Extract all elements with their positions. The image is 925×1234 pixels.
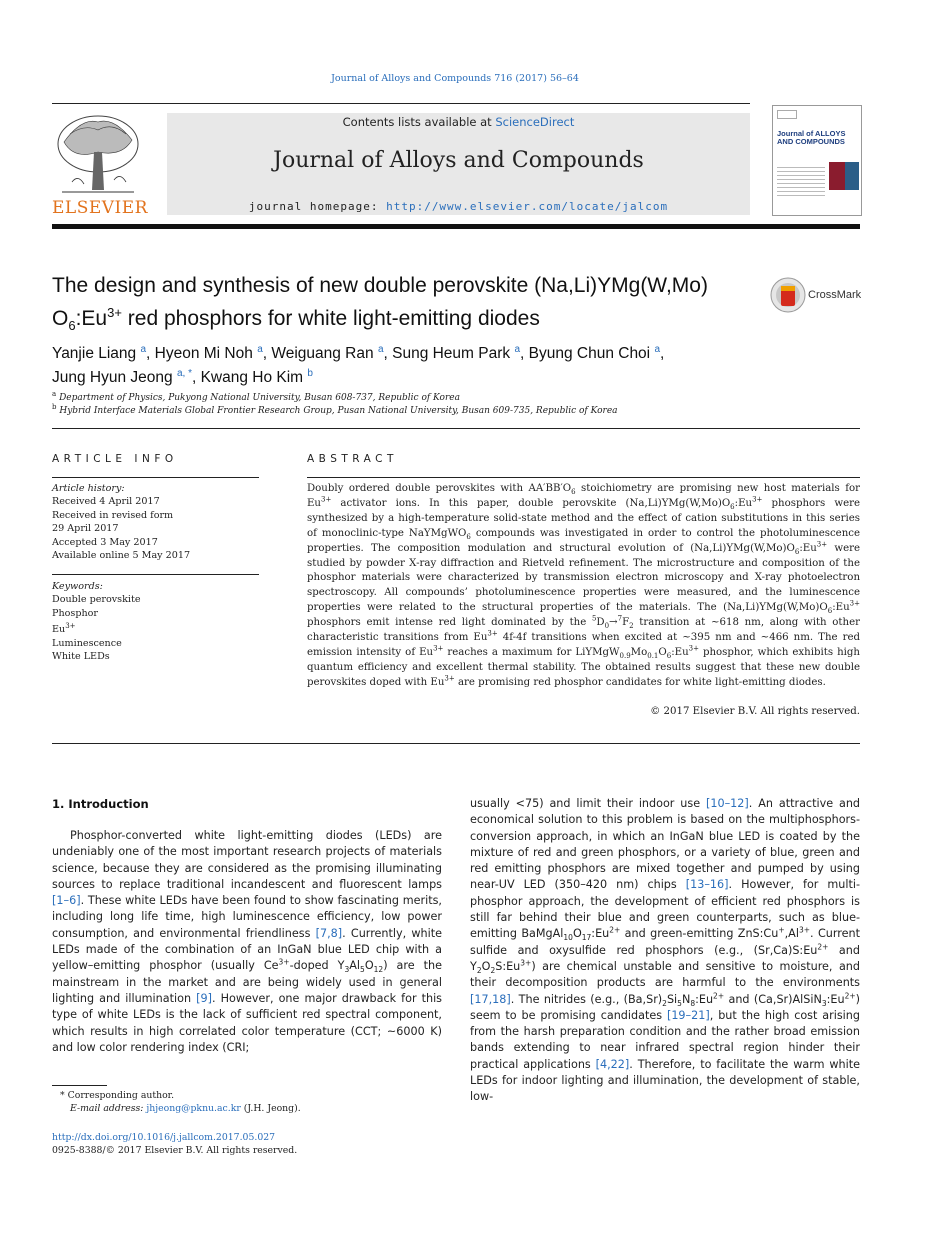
article-title: The design and synthesis of new double perovskite (Na,Li)YMg(W,Mo) $O_6:Eu^{3+}$ red phosphors for white light-emitting diodes (52, 274, 708, 334)
keyword-item: White LEDs (52, 651, 110, 663)
citation-link[interactable]: [7,8] (315, 926, 343, 940)
abstract-copyright: © 2017 Elsevier B.V. All rights reserved. (650, 706, 860, 717)
journal-homepage-line: journal homepage: http://www.elsevier.com/locate/jalcom (248, 200, 669, 213)
issn-copyright: 0925-8388/© 2017 Elsevier B.V. All rights reserved. (52, 1145, 298, 1156)
abstract-heading: ABSTRACT (307, 453, 398, 465)
cover-badge (777, 110, 797, 119)
body-column-left: Phosphor-converted white light-emitting diodes (LEDs) are undeniably one of the most important research projects of materials science, because they are considered as the promising illuminating sources to replace traditional incandescent and fluorescent lamps [1–6]. These white LEDs have been found to show fascinating merits, including long life time, high luminescence efficiency, low power consumption, and environmental friendliness [7,8]. Currently, white LEDs made of the combination of an InGaN blue LED chip with a yellow–emitting phosphor (usually $Ce^{3+}$-doped $Y_3Al_5O_{12}$) are the mainstream in the market and are being widely used in general lighting and illumination [9]. However, one major drawback for this type of white LEDs is the lack of sufficient red spectral component, which results in high correlated color temperature (CCT; ~6000 K) and low color rendering index (CRI; (52, 829, 443, 1054)
affiliation-a: $^a$ Department of Physics, Pukyong National University, Busan 608-737, Republic of Korea (52, 390, 460, 403)
keywords (52, 580, 259, 664)
cover-color-block-red (829, 162, 845, 190)
cover-text-lines (777, 164, 825, 199)
crossmark-badge[interactable] (770, 277, 862, 313)
citation-link[interactable]: [13–16] (685, 878, 729, 892)
crossmark-icon (770, 277, 806, 313)
journal-cover-thumbnail[interactable] (772, 105, 862, 216)
affiliation-b: $^b$ Hybrid Interface Materials Global Frontier Research Group, Pusan National University, Busan 609-735, Republic of Korea (52, 403, 618, 416)
journal-homepage-link[interactable]: http://www.elsevier.com/locate/jalcom (386, 200, 669, 213)
citation-link[interactable]: [17,18] (470, 992, 511, 1006)
footnote-rule (52, 1085, 107, 1086)
article-history (52, 482, 259, 562)
citation-link[interactable]: [1–6] (52, 894, 81, 908)
keywords-rule (52, 574, 259, 575)
abstract-rule (307, 477, 860, 478)
citation-link[interactable]: [9] (196, 991, 212, 1005)
section-heading-introduction: 1. Introduction (52, 797, 149, 811)
history-item: 29 April 2017 (52, 523, 119, 535)
contents-availability-line: Contents lists available at ScienceDirect (342, 115, 575, 129)
header-top-rule (52, 103, 750, 104)
crossmark-label: CrossMark (808, 289, 862, 301)
email-link[interactable]: jhjeong@pknu.ac.kr (146, 1103, 241, 1114)
journal-name: Journal of Alloys and Compounds (273, 148, 644, 173)
citation-link[interactable]: [19–21] (666, 1008, 710, 1022)
keyword-item: Double perovskite (52, 594, 141, 606)
article-history-label: Article history: (52, 483, 125, 494)
history-item: Received in revised form (52, 509, 174, 521)
sciencedirect-link[interactable]: ScienceDirect (495, 115, 575, 129)
citation-link[interactable]: [4,22] (595, 1057, 630, 1071)
history-item: Available online 5 May 2017 (52, 550, 191, 562)
header-bottom-thick-rule (52, 224, 860, 229)
author-list: Yanjie Liang $^a$, Hyeon Mi Noh $^a$, Weiguang Ran $^a$, Sung Heum Park $^a$, Byung Chun Choi $^a$, Jung Hyun Jeong $^{a, *}$, Kwang Ho Kim $^b$ (52, 344, 665, 387)
elsevier-wordmark: ELSEVIER (52, 198, 148, 218)
journal-banner (167, 113, 750, 215)
history-item: Received 4 April 2017 (52, 496, 160, 508)
keyword-item: Phosphor (52, 607, 99, 619)
history-item: Accepted 3 May 2017 (52, 536, 158, 548)
body-column-right: usually <75) and limit their indoor use [10–12]. An attractive and economical solution to this problem is based on the multiphosphors-conversion approach, in which an InGaN blue LED is coated by the mixture of red and green phosphors, or a variety of blue, green and red emitting phosphors are mixed together and pumped by using near-UV LED (350–420 nm) chips [13–16]. However, for multi-phosphor approach, the development of efficient red phosphors is still far behind their blue and green counterparts, such as blue-emitting $BaMgAl_{10}O_{17}:Eu^{2+}$ and green-emitting $ZnS:Cu^+,Al^{3+}$. Current sulfide and oxysulfide red phosphors (e.g., $(Sr,Ca)S:Eu^{2+}$ and $Y_2O_2S:Eu^{3+}$) are chemical unstable and sensitive to moisture, and their decomposition products are harmful to the environments [17,18]. The nitrides (e.g., $(Ba,Sr)_2Si_5N_8:Eu^{2+}$ and $(Ca,Sr)AlSiN_3:Eu^{2+}$) seem to be promising candidates [19–21], but the high cost arising from the harsh preparation condition and the rather broad emission bands extending to near infrared spectral region hinder their practical applications [4,22]. Therefore, to facilitate the warm white LEDs for indoor lighting and illumination, the development of stable, low- (470, 797, 861, 1104)
citation-link[interactable]: [10–12] (705, 797, 749, 810)
cover-title: Journal of ALLOYS AND COMPOUNDS (777, 129, 846, 146)
journal-citation[interactable]: Journal of Alloys and Compounds 716 (2017) 56–64 (331, 73, 579, 84)
doi-link[interactable]: http://dx.doi.org/10.1016/j.jallcom.2017.05.027 (52, 1132, 276, 1143)
abstract-bottom-rule (52, 743, 860, 744)
keywords-label: Keywords: (52, 581, 103, 592)
keyword-item: $Eu^{3+}$ (52, 622, 76, 636)
keyword-item: Luminescence (52, 637, 122, 649)
cover-color-block-blue (845, 162, 859, 190)
info-top-rule (52, 428, 860, 429)
article-info-heading: ARTICLE INFO (52, 453, 178, 465)
footnote-corresponding: * Corresponding author. (60, 1090, 175, 1101)
article-info-rule (52, 477, 259, 478)
abstract-text: Doubly ordered double perovskites with $AA'BB'O_6$ stoichiometry are promising new host materials for $Eu^{3+}$ activator ions. In this paper, double perovskite $(Na,Li)YMg(W,Mo)O_6:Eu^{3+}$ phosphors were synthesized by a high-temperature solid-state method and the effect of cation substitutions in this series of monoclinic-type NaYMgWO$_6$ compounds was investigated in order to control the photoluminescence properties. The composition modulation and structural evolution of $(Na,Li)YMg(W,Mo)O_6:Eu^{3+}$ were studied by powder X-ray diffraction and Rietveld refinement. The microstructure and composition of the phosphor materials were characterized by transmission electron microscopy and X-ray photoelectron spectroscopy. All compounds’ photoluminescence properties were measured, and the luminescence properties were related to the structural properties of the materials. The $(Na,Li)YMg(W,Mo)O_6:Eu^{3+}$ phosphors emit intense red light dominated by the $^5D_0\to^7F_2$ transition at ~618 nm, along with other characteristic transitions from $Eu^{3+}$ 4f-4f transitions when excited at ~395 nm and ~466 nm. The red emission intensity of $Eu^{3+}$ reaches a maximum for $LiYMgW_{0.9}Mo_{0.1}O_6:Eu^{3+}$ phosphor, which exhibits high quantum efficiency and excellent thermal stability. The obtained results suggest that these new double perovskites doped with $Eu^{3+}$ are promising red phosphor candidates for white light-emitting diodes. (307, 483, 861, 688)
footnote-email: E-mail address: jhjeong@pknu.ac.kr (J.H. Jeong). (70, 1103, 301, 1114)
